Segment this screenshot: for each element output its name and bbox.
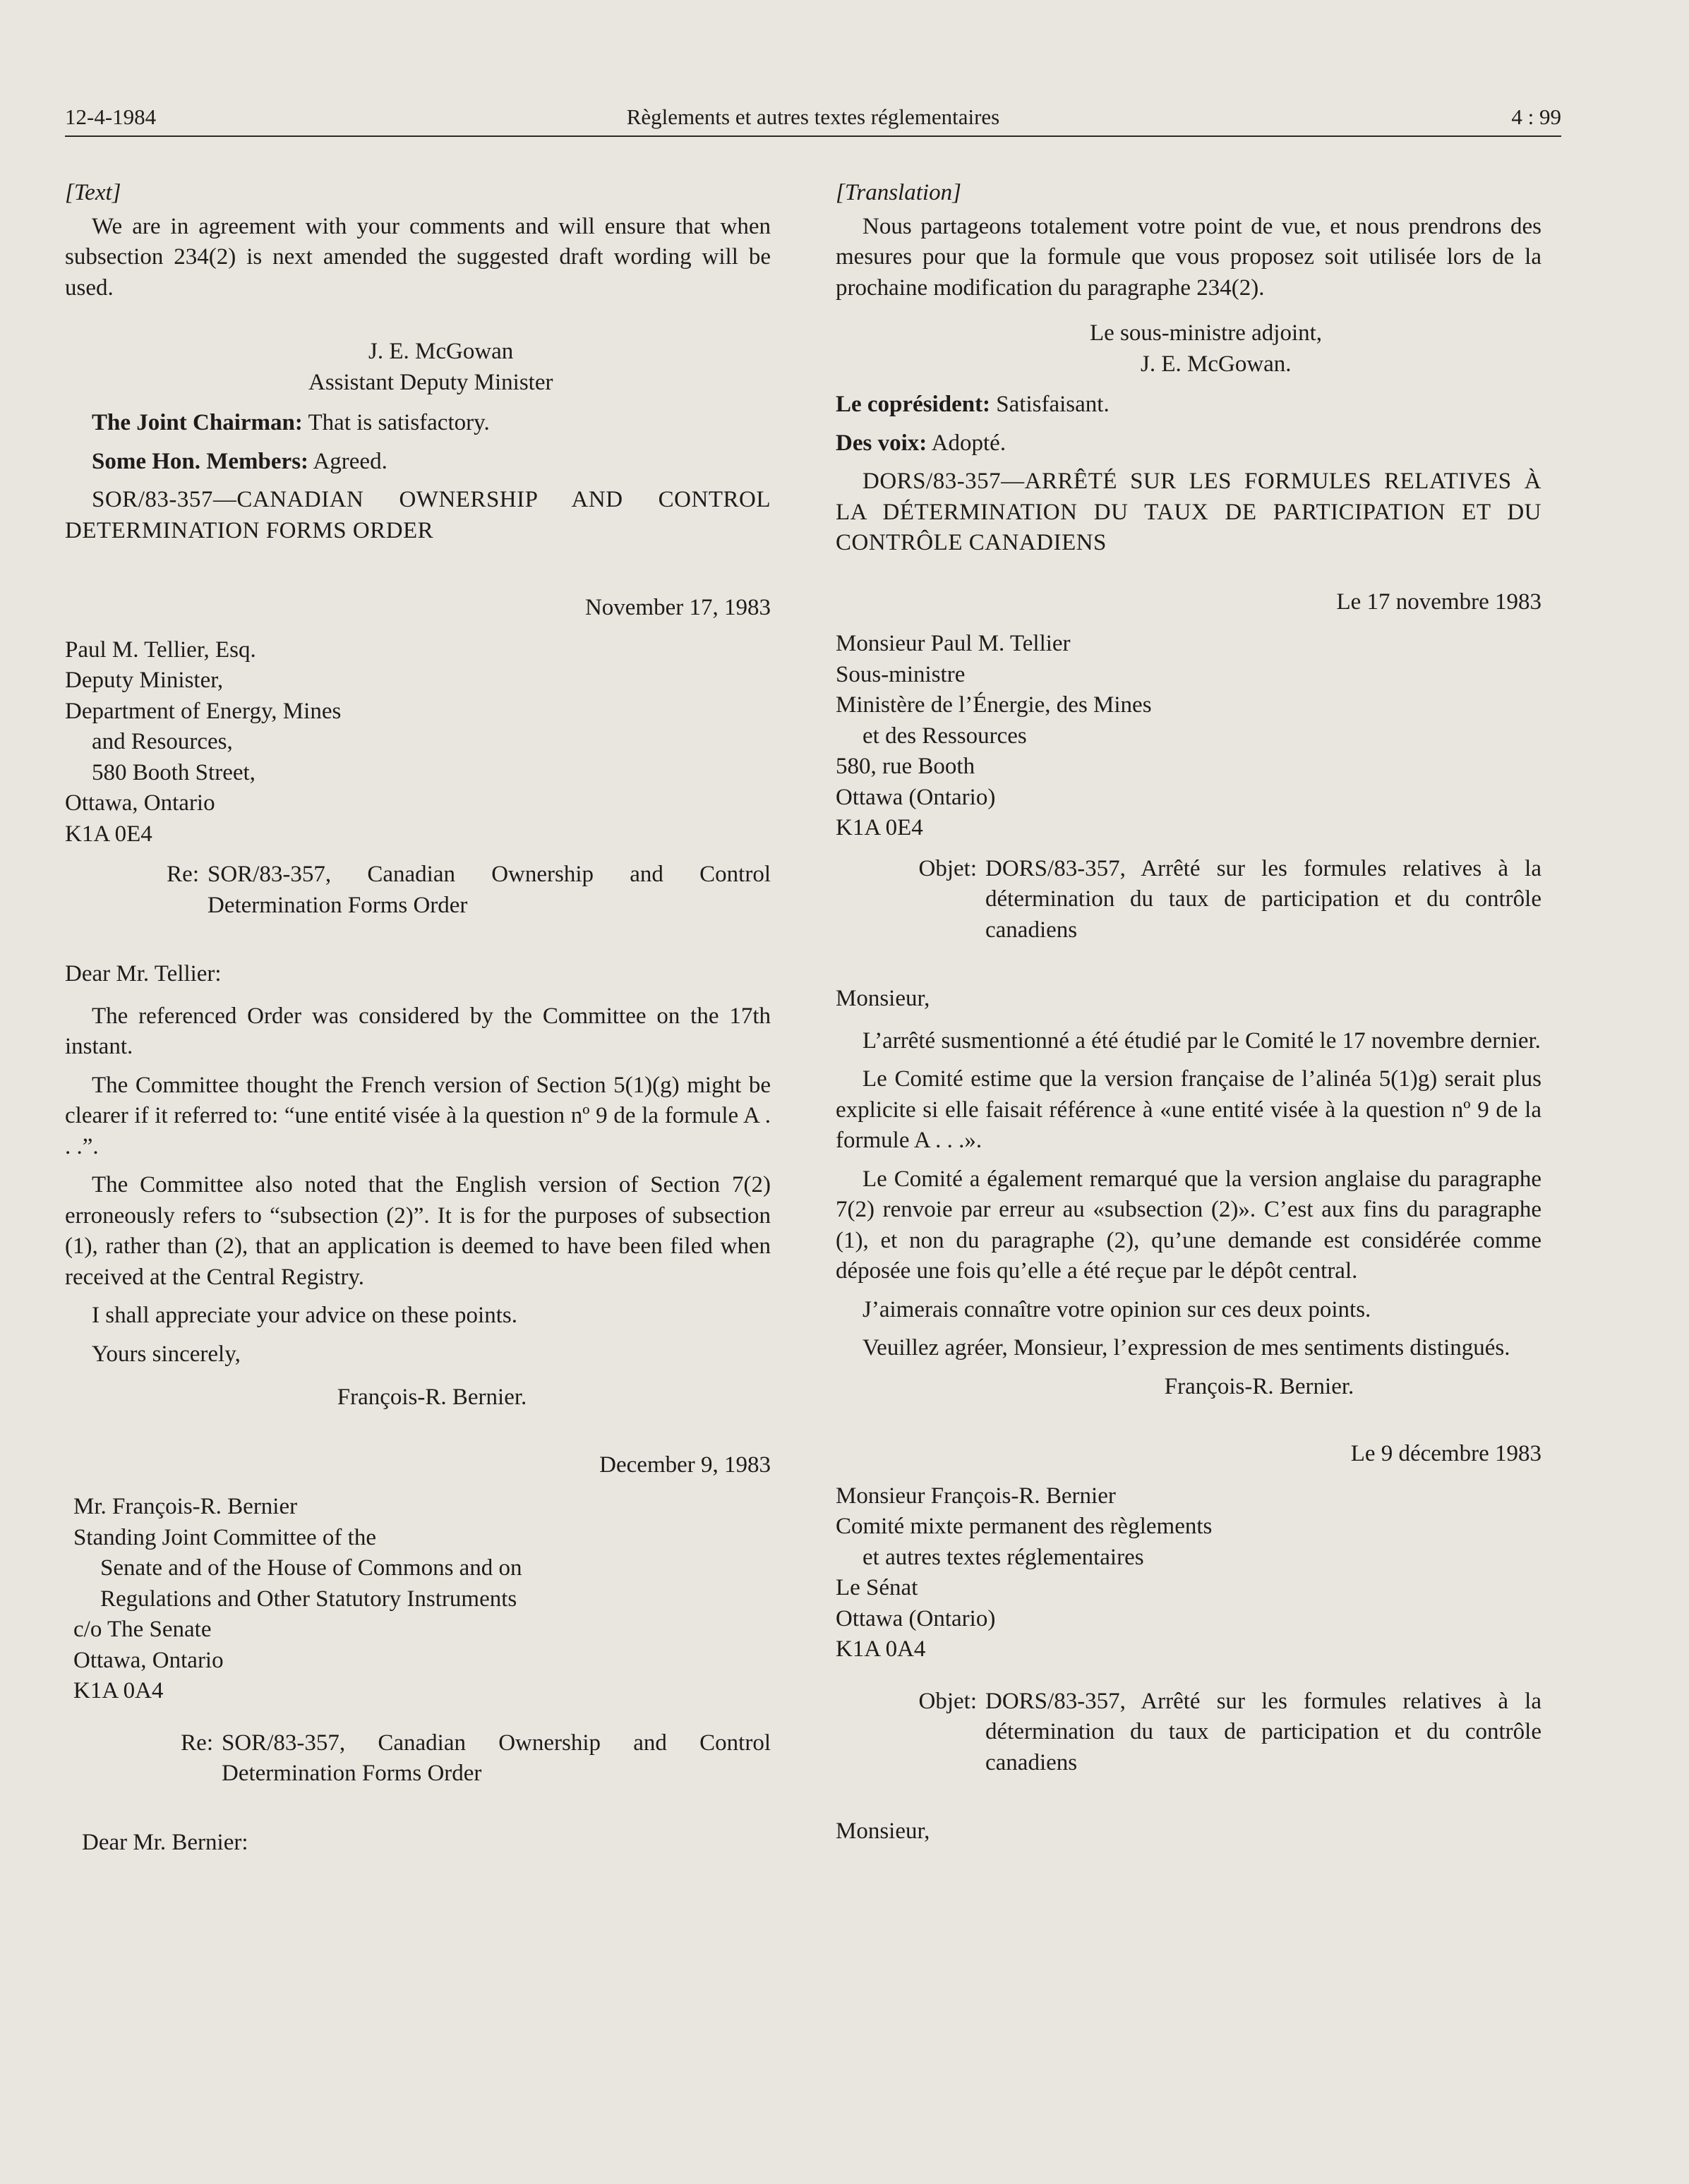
address-line: K1A 0A4 (836, 1636, 926, 1662)
members-remark (836, 428, 1541, 459)
address-line: K1A 0E4 (65, 821, 152, 847)
signatory-name: J. E. McGowan. (1141, 351, 1292, 377)
re-text: SOR/83-357, Canadian Ownership and Control Determination Forms Order (208, 862, 771, 918)
address-line: 580 Booth Street, (92, 759, 256, 785)
re-line (65, 859, 771, 921)
reply-paragraph: We are in agreement with your comments and will ensure that when subsection 234(2) is next amended the suggested draft wording will be used. (65, 213, 771, 301)
address-line: K1A 0E4 (836, 815, 923, 840)
letter-date: December 9, 1983 (599, 1452, 771, 1478)
letter-paragraph: The referenced Order was considered by the Committee on the 17th instant. (65, 1003, 771, 1059)
address-line: Sous-ministre (836, 661, 966, 687)
address-line: et des Ressources (862, 723, 1027, 749)
re-text: DORS/83-357, Arrêté sur les formules relatives à la détermination du taux de participation et du contrôle canadiens (985, 855, 1541, 943)
re-line (65, 1728, 771, 1790)
translation-tag: [Translation] (836, 180, 961, 205)
letter-paragraph: The Committee also noted that the English version of Section 7(2) erroneously refers to “subsection (2)”. It is for the purposes of subsection (1), rather than (2), that an application is deemed to have been filed when received at the Central Registry. (65, 1172, 771, 1290)
address-line: Ottawa (Ontario) (836, 1605, 996, 1631)
joint-chairman-remark (836, 390, 1541, 421)
letter-date: Le 9 décembre 1983 (1350, 1441, 1541, 1466)
section-title: SOR/83-357—CANADIAN OWNERSHIP AND CONTROL DETERMINATION FORMS ORDER (65, 487, 771, 543)
running-header (65, 99, 1561, 137)
re-line (836, 1687, 1541, 1779)
address-line: Monsieur François-R. Bernier (836, 1483, 1116, 1509)
re-text: SOR/83-357, Canadian Ownership and Control Determination Forms Order (222, 1730, 771, 1786)
address-line: Comité mixte permanent des règlements (836, 1514, 1213, 1539)
speaker-label: Some Hon. Members: (92, 448, 309, 474)
address-line: K1A 0A4 (73, 1678, 164, 1703)
letter-paragraph: J’aimerais connaître votre opinion sur ces deux points. (862, 1296, 1371, 1322)
address-line: Senate and of the House of Commons and on (100, 1555, 522, 1581)
salutation: Monsieur, (836, 986, 930, 1011)
letter-paragraph: Le Comité a également remarqué que la version anglaise du paragraphe 7(2) renvoie par erreur au «subsection (2)». C’est aux fins du paragraphe (1), et non du paragraphe (2), qu’une demande est considérée comme déposée une fois qu’elle a été reçue par le dépôt central. (836, 1166, 1541, 1284)
letter-paragraph: The Committee thought the French version of Section 5(1)(g) might be clearer if it referred to: “une entité visée à la question nº 9 de la formule A . . .”. (65, 1072, 771, 1159)
address-line: et autres textes réglementaires (862, 1544, 1144, 1570)
section-title: DORS/83-357—ARRÊTÉ SUR LES FORMULES RELATIVES À LA DÉTERMINATION DU TAUX DE PARTICIPATION ET DU CONTRÔLE CANADIENS (836, 469, 1541, 555)
address-line: Le Sénat (836, 1575, 918, 1600)
speaker-text: Agreed. (313, 448, 387, 474)
header-page-number: 4 : 99 (1511, 104, 1561, 129)
speaker-label: Le coprésident: (836, 392, 991, 417)
signature: François-R. Bernier. (1164, 1373, 1354, 1399)
address-line: Regulations and Other Statutory Instruments (100, 1586, 517, 1612)
address-line: Ottawa (Ontario) (836, 784, 996, 810)
address-line: Department of Energy, Mines (65, 698, 342, 724)
address-line: c/o The Senate (73, 1617, 212, 1642)
address-line: Monsieur Paul M. Tellier (836, 631, 1071, 656)
text-tag: [Text] (65, 180, 121, 205)
re-label: Objet: (918, 855, 977, 881)
french-column (836, 178, 1541, 1859)
re-label: Re: (167, 862, 199, 887)
reply-paragraph: Nous partageons totalement votre point de vue, et nous prendrons des mesures pour que la formule que vous proposez soit utilisée lors de la prochaine modification du paragraphe 234(2). (836, 213, 1541, 301)
address-line: Ministère de l’Énergie, des Mines (836, 692, 1152, 718)
header-date: 12-4-1984 (65, 104, 157, 129)
speaker-text: That is satisfactory. (308, 410, 490, 435)
signatory-title: Le sous-ministre adjoint, (1090, 320, 1323, 346)
salutation: Monsieur, (836, 1818, 930, 1844)
letter-paragraph: L’arrêté susmentionné a été étudié par le Comité le 17 novembre dernier. (862, 1027, 1541, 1054)
address-line: Mr. François-R. Bernier (73, 1494, 298, 1519)
re-label: Objet: (918, 1688, 977, 1714)
english-column (65, 178, 771, 1869)
address-line: Deputy Minister, (65, 668, 224, 693)
address-line: and Resources, (92, 729, 233, 754)
closing: Yours sincerely, (92, 1341, 241, 1367)
signature: François-R. Bernier. (337, 1384, 527, 1410)
re-label: Re: (181, 1730, 213, 1756)
closing: Veuillez agréer, Monsieur, l’expression de mes sentiments distingués. (862, 1335, 1510, 1361)
re-text: DORS/83-357, Arrêté sur les formules relatives à la détermination du taux de participation et du contrôle canadiens (985, 1688, 1541, 1775)
re-line (836, 854, 1541, 946)
speaker-label: Des voix: (836, 430, 927, 456)
signatory-name: J. E. McGowan (368, 339, 514, 364)
speaker-label: The Joint Chairman: (92, 410, 303, 435)
speaker-text: Adopté. (931, 430, 1006, 456)
header-title: Règlements et autres textes réglementaires (626, 104, 1000, 129)
address-line: Paul M. Tellier, Esq. (65, 637, 256, 663)
letter-date: Le 17 novembre 1983 (1336, 589, 1541, 615)
letter-paragraph: I shall appreciate your advice on these points. (92, 1303, 517, 1328)
address-line: Standing Joint Committee of the (73, 1524, 376, 1550)
letter-date: November 17, 1983 (584, 595, 771, 620)
salutation: Dear Mr. Tellier: (65, 961, 222, 987)
address-line: 580, rue Booth (836, 754, 975, 779)
salutation: Dear Mr. Bernier: (82, 1829, 248, 1855)
members-remark (65, 447, 771, 478)
speaker-text: Satisfaisant. (996, 392, 1110, 417)
address-line: Ottawa, Ontario (65, 790, 215, 816)
joint-chairman-remark (65, 408, 771, 439)
address-line: Ottawa, Ontario (73, 1647, 224, 1673)
signatory-title: Assistant Deputy Minister (308, 369, 553, 395)
letter-paragraph: Le Comité estime que la version française de l’alinéa 5(1)g) serait plus explicite si elle faisait référence à «une entité visée à la question nº 9 de la formule A . . .». (836, 1066, 1541, 1153)
